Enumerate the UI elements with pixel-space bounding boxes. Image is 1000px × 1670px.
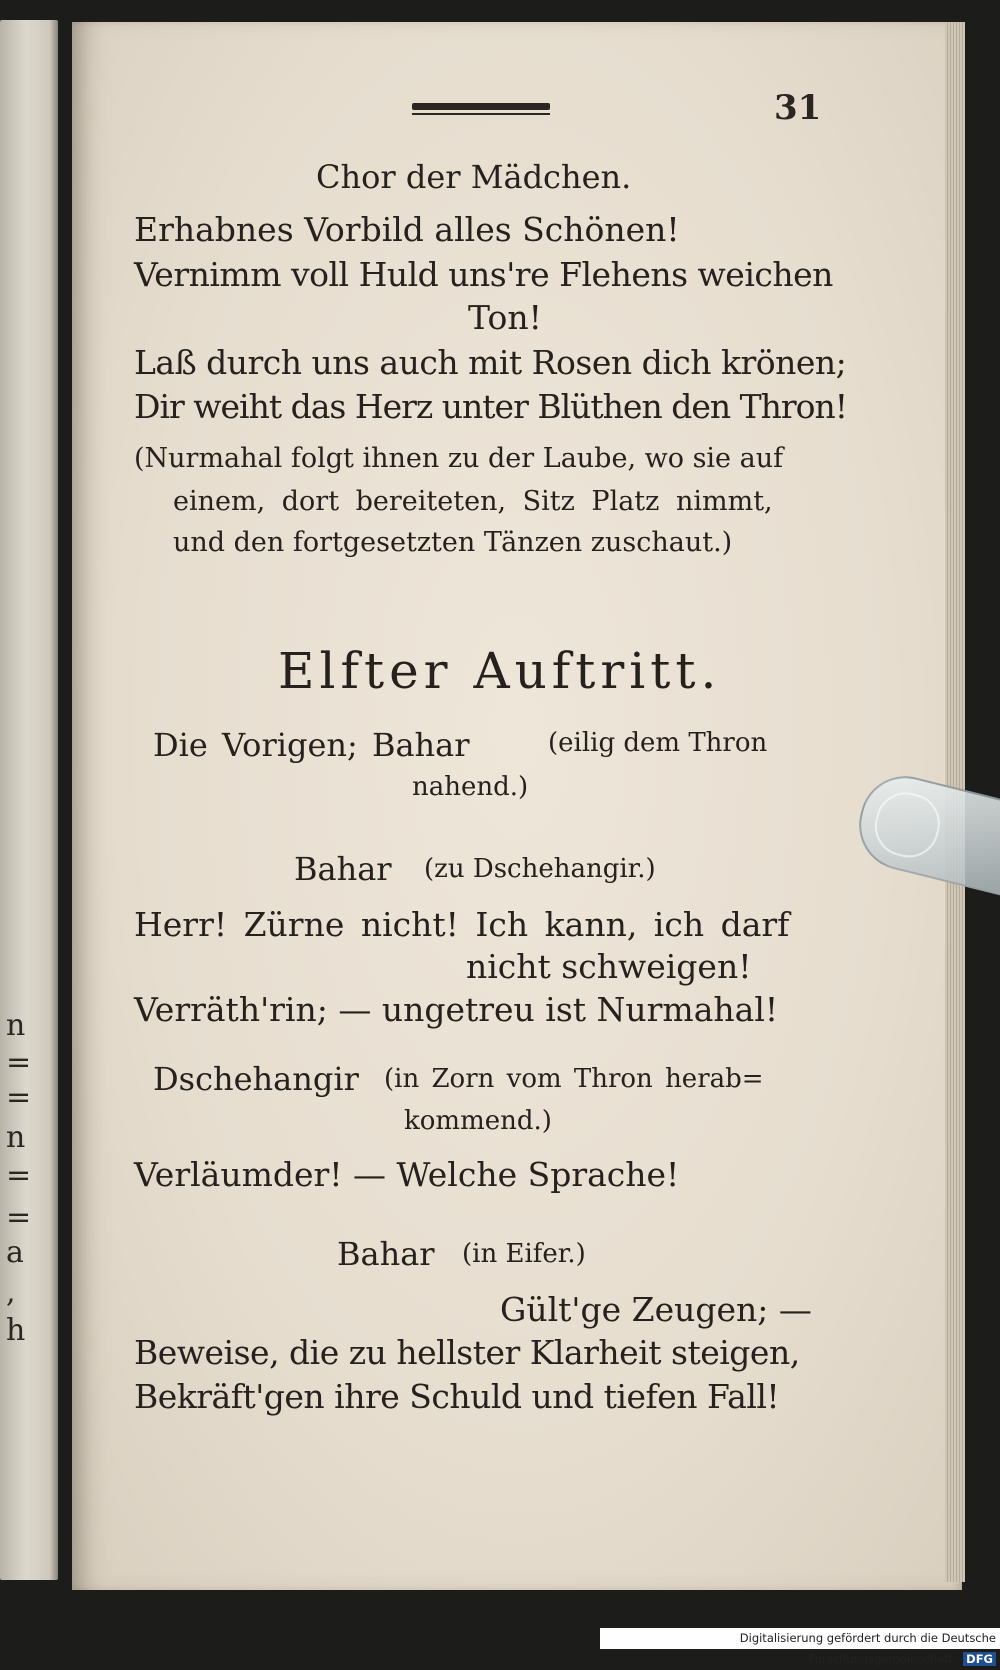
stage-direction-line: und den fortgesetzten Tänzen zuschaut.) [173, 527, 733, 558]
verse-line: nicht schweigen! [466, 947, 752, 986]
verse-line: Bekräft'gen ihre Schuld und tiefen Fall! [134, 1377, 780, 1416]
speaker-bahar: Bahar [337, 1235, 435, 1273]
left-page-fragment: = [6, 1200, 32, 1235]
stage-direction-line: einem, dort bereiteten, Sitz Platz nimmt, [173, 486, 773, 517]
verse-line: Beweise, die zu hellster Klarheit steigen, [134, 1333, 800, 1372]
speaker-direction: kommend.) [404, 1106, 552, 1136]
left-page-fragment: n [6, 1008, 26, 1043]
cast-direction: nahend.) [412, 772, 529, 802]
left-page-fragment: a [6, 1235, 24, 1270]
cast-names: Die Vorigen; Bahar [153, 726, 470, 764]
verse-line: Herr! Zürne nicht! Ich kann, ich darf [134, 905, 790, 944]
left-page-fragment: = [6, 1158, 32, 1193]
verse-line: Verläumder! — Welche Sprache! [134, 1155, 680, 1194]
left-page-fragment: = [6, 1080, 32, 1115]
verse-line: Dir weiht das Herz unter Blüthen den Thron! [134, 387, 848, 426]
speaker-bahar: Bahar [294, 850, 392, 888]
stage-direction-line: (Nurmahal folgt ihnen zu der Laube, wo sie auf [134, 443, 784, 474]
footer-text: Digitalisierung gefördert durch die Deutsche Forschungsgemeinschaft - [739, 1631, 996, 1666]
left-page-fragment: h [6, 1313, 26, 1348]
left-page-edge [0, 20, 58, 1580]
header-rule-thick [412, 103, 550, 110]
left-page-fragment: = [6, 1045, 32, 1080]
chorus-speaker: Chor der Mädchen. [316, 158, 632, 196]
speaker-dschehangir: Dschehangir [153, 1060, 359, 1098]
verse-line: Gült'ge Zeugen; — [500, 1290, 812, 1329]
verse-line: Laß durch uns auch mit Rosen dich krönen; [134, 343, 847, 382]
dfg-logo: DFG [963, 1652, 996, 1666]
verse-line: Vernimm voll Huld uns're Flehens weichen [134, 255, 833, 294]
verse-line: Erhabnes Vorbild alles Schönen! [134, 210, 680, 249]
verse-line: Verräth'rin; — ungetreu ist Nurmahal! [134, 990, 779, 1029]
scene-heading: Elfter Auftritt. [278, 642, 722, 700]
verse-line: Ton! [468, 298, 542, 337]
page-number: 31 [774, 88, 822, 128]
footer-credit [600, 1628, 1000, 1666]
left-page-fragment: , [6, 1275, 16, 1310]
speaker-direction: (zu Dschehangir.) [424, 854, 656, 884]
cast-direction: (eilig dem Thron [548, 728, 768, 758]
header-rule-thin [412, 113, 550, 115]
header-rule [412, 103, 550, 117]
speaker-direction: (in Zorn vom Thron herab= [384, 1064, 764, 1094]
speaker-direction: (in Eifer.) [462, 1239, 586, 1269]
left-page-fragment: n [6, 1120, 26, 1155]
